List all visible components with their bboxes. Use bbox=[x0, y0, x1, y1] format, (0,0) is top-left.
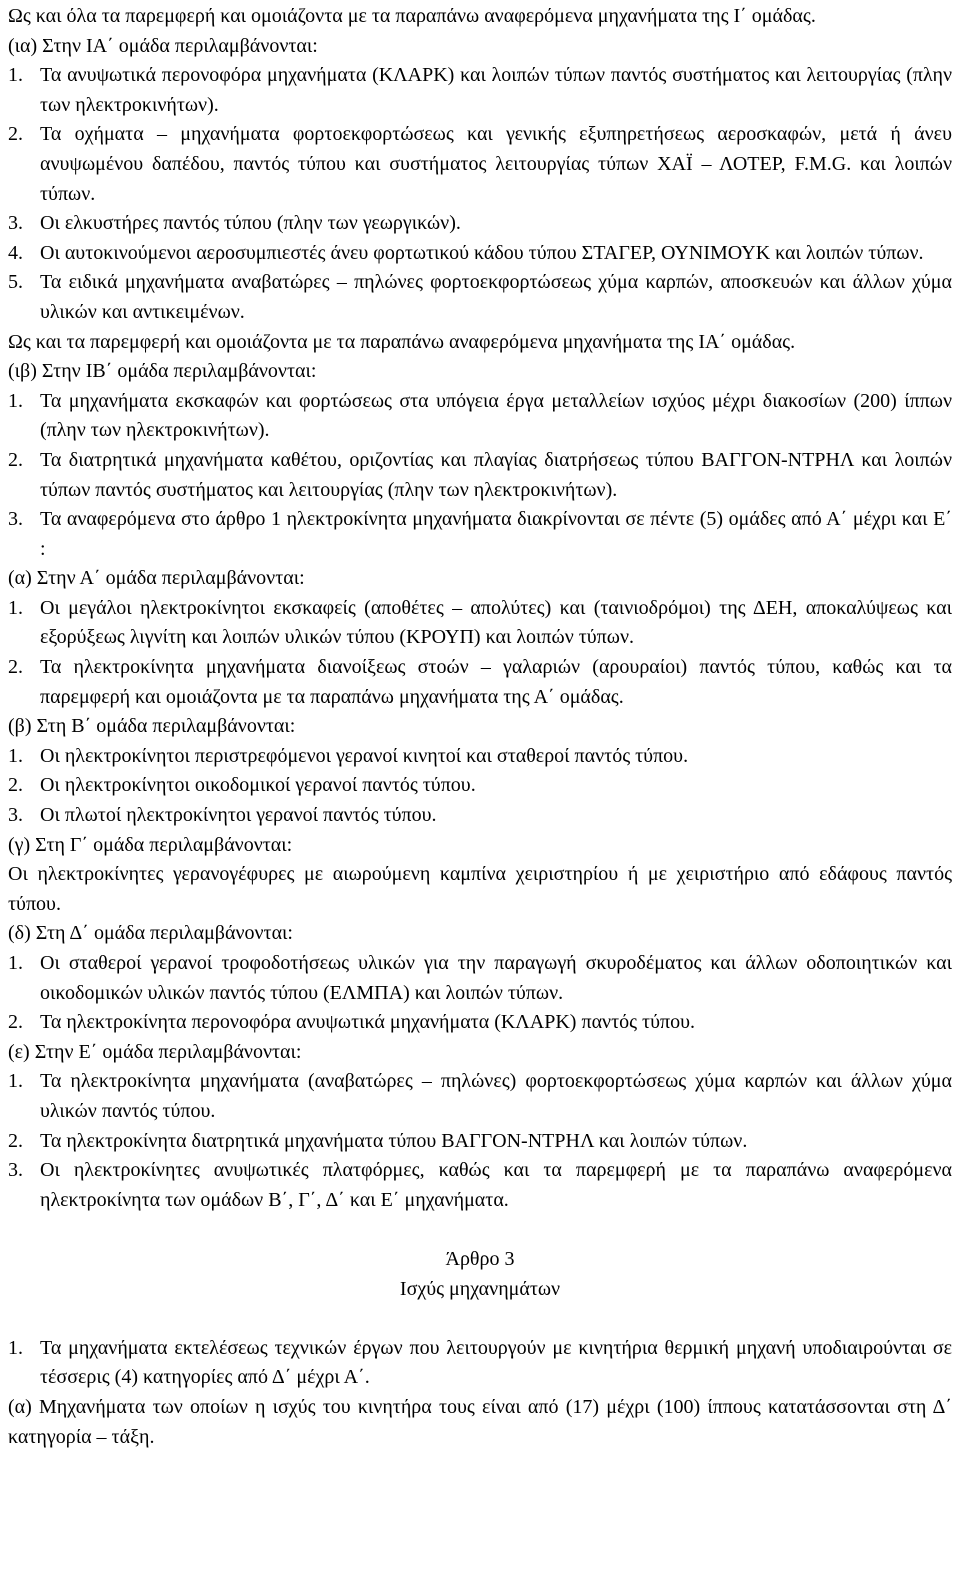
list-item-number: 3. bbox=[8, 804, 23, 827]
group-d-list bbox=[8, 949, 952, 1038]
list-item bbox=[8, 446, 952, 505]
article-list bbox=[8, 1334, 952, 1393]
list-item-number: 1. bbox=[8, 744, 23, 767]
article-title: Άρθρο 3 bbox=[445, 1247, 515, 1270]
group-e-heading: (ε) Στην Ε΄ ομάδα περιλαμβάνονται: bbox=[8, 1040, 302, 1063]
group-ib-heading: (ιβ) Στην ΙΒ΄ ομάδα περιλαμβάνονται: bbox=[8, 360, 317, 383]
list-item-number: 2. bbox=[8, 1011, 23, 1034]
intro-tail-text: Ως και όλα τα παρεμφερή και ομοιάζοντα με τα παραπάνω αναφερόμενα μηχανήματα της Ι΄ ομάδας. bbox=[8, 5, 816, 27]
group-a-list bbox=[8, 594, 952, 712]
list-item-text: Τα ηλεκτροκίνητα διατρητικά μηχανήματα τύπου ΒΑΓΓΟΝ-ΝΤΡΗΛ και λοιπών τύπων. bbox=[40, 1129, 748, 1152]
list-item-text: Τα ανυψωτικά περονοφόρα μηχανήματα (ΚΛΑΡΚ) και λοιπών τύπων παντός συστήματος και λειτουργίας (πλην των ηλεκτροκινήτων). bbox=[40, 64, 952, 116]
group-b-list bbox=[8, 742, 952, 831]
list-item bbox=[8, 742, 952, 772]
list-item-number: 2. bbox=[8, 774, 23, 797]
group-ia-tail-text: Ως και τα παρεμφερή και ομοιάζοντα με τα παραπάνω αναφερόμενα μηχανήματα της ΙΑ΄ ομάδας. bbox=[8, 330, 796, 353]
list-item-text: Τα ειδικά μηχανήματα αναβατώρες – πηλώνες φορτοεκφορτώσεως χύμα καρπών, αποσκευών και άλλων χύμα υλικών και αντικειμένων. bbox=[40, 271, 952, 323]
group-e-list bbox=[8, 1067, 952, 1215]
list-item-number: 1. bbox=[8, 64, 23, 87]
document-page bbox=[8, 2, 952, 1452]
article-tail-text: (α) Μηχανήματα των οποίων η ισχύς του κινητήρα τους είναι από (17) μέχρι (100) ίππους κατατάσσονται στη Δ΄ κατηγορία – τάξη. bbox=[8, 1395, 952, 1448]
group-a-heading: (α) Στην Α΄ ομάδα περιλαμβάνονται: bbox=[8, 567, 305, 590]
list-item-number: 2. bbox=[8, 123, 23, 146]
list-item bbox=[8, 949, 952, 1008]
spacer bbox=[8, 1215, 952, 1245]
group-ib-list bbox=[8, 387, 952, 565]
list-item-text: Οι ηλεκτροκίνητες ανυψωτικές πλατφόρμες, καθώς και τα παρεμφερή με τα παραπάνω αναφερόμενα ηλεκτροκίνητα των ομάδων Β΄, Γ΄, Δ΄ και Ε΄ μηχανήματα. bbox=[40, 1159, 952, 1211]
list-item-text: Τα ηλεκτροκίνητα περονοφόρα ανυψωτικά μηχανήματα (ΚΛΑΡΚ) παντός τύπου. bbox=[40, 1011, 695, 1034]
list-item-number: 1. bbox=[8, 952, 23, 974]
list-item-number: 3. bbox=[8, 508, 23, 531]
group-c-text: Οι ηλεκτροκίνητες γερανογέφυρες με αιωρούμενη καμπίνα χειριστηρίου ή με χειριστήριο από εδάφους παντός τύπου. bbox=[8, 863, 952, 915]
list-item bbox=[8, 1334, 952, 1393]
list-item bbox=[8, 653, 952, 712]
list-item-text: Τα ηλεκτροκίνητα μηχανήματα διανοίξεως στοών – γαλαριών (αρουραίοι) παντός τύπου, καθώς και τα παρεμφερή και ομοιάζοντα με τα παραπάνω μηχανήματα της Α΄ ομάδας. bbox=[40, 656, 952, 708]
list-item-text: Τα μηχανήματα εκτελέσεως τεχνικών έργων που λειτουργούν με κινητήρια θερμική μηχανή υποδιαιρούνται σε τέσσερις (4) κατηγορίες από Δ΄ μέχρι Α΄. bbox=[40, 1336, 952, 1389]
list-item-number: 1. bbox=[8, 389, 23, 412]
list-item-text: Τα διατρητικά μηχανήματα καθέτου, οριζοντίας και πλαγίας διατρήσεως τύπου ΒΑΓΓΟΝ-ΝΤΡΗΛ και λοιπών τύπων παντός συστήματος και λειτουργίας (πλην των ηλεκτροκινήτων). bbox=[40, 448, 952, 501]
list-item bbox=[8, 1067, 952, 1126]
list-item bbox=[8, 801, 952, 831]
group-d-heading: (δ) Στη Δ΄ ομάδα περιλαμβάνονται: bbox=[8, 922, 293, 945]
list-item bbox=[8, 387, 952, 446]
list-item-number: 4. bbox=[8, 241, 23, 264]
list-item bbox=[8, 61, 952, 120]
list-item-text: Τα αναφερόμενα στο άρθρο 1 ηλεκτροκίνητα μηχανήματα διακρίνονται σε πέντε (5) ομάδες από Α΄ μέχρι και Ε΄ : bbox=[40, 508, 952, 560]
list-item-text: Τα οχήματα – μηχανήματα φορτοεκφορτώσεως και γενικής εξυπηρετήσεως αεροσκαφών, μετά ή άνευ ανυψωμένου δαπέδου, παντός τύπου και συστήματος λειτουργίας τύπων ΧΑΪ – ΛΟΤΕΡ, F.M.G. και λοιπών τύπων. bbox=[40, 123, 952, 205]
list-item-text: Οι σταθεροί γερανοί τροφοδοτήσεως υλικών για την παραγωγή σκυροδέματος και άλλων οδοποιητικών και οικοδομικών υλικών παντός τύπου (ΕΛΜΠΑ) και λοιπών τύπων. bbox=[40, 952, 952, 1004]
group-b-heading: (β) Στη Β΄ ομάδα περιλαμβάνονται: bbox=[8, 715, 296, 738]
list-item-number: 3. bbox=[8, 1159, 23, 1182]
list-item-number: 2. bbox=[8, 656, 23, 679]
article-subtitle: Ισχύς μηχανημάτων bbox=[399, 1277, 561, 1300]
list-item bbox=[8, 1008, 952, 1038]
list-item-text: Τα ηλεκτροκίνητα μηχανήματα (αναβατώρες – πηλώνες) φορτοεκφορτώσεως χύμα καρπών και άλλων χύμα υλικών παντός τύπου. bbox=[40, 1070, 952, 1122]
list-item bbox=[8, 239, 952, 269]
list-item bbox=[8, 594, 952, 653]
list-item bbox=[8, 268, 952, 327]
list-item-number: 5. bbox=[8, 271, 23, 294]
list-item bbox=[8, 120, 952, 209]
list-item-number: 1. bbox=[8, 1070, 23, 1093]
list-item bbox=[8, 505, 952, 564]
list-item-text: Τα μηχανήματα εκσκαφών και φορτώσεως στα υπόγεια έργα μεταλλείων ισχύος μέχρι διακοσίων (200) ίππων (πλην των ηλεκτροκινήτων). bbox=[40, 389, 952, 442]
list-item-number: 1. bbox=[8, 596, 23, 619]
list-item-text: Οι αυτοκινούμενοι αεροσυμπιεστές άνευ φορτωτικού κάδου τύπου ΣΤΑΓΕΡ, ΟΥΝΙΜΟΥΚ και λοιπών τύπων. bbox=[40, 241, 924, 264]
list-item-text: Οι πλωτοί ηλεκτροκίνητοι γερανοί παντός τύπου. bbox=[40, 804, 437, 827]
list-item bbox=[8, 1156, 952, 1215]
list-item-number: 2. bbox=[8, 448, 23, 471]
list-item-text: Οι ηλεκτροκίνητοι οικοδομικοί γερανοί παντός τύπου. bbox=[40, 774, 476, 797]
list-item-number: 3. bbox=[8, 212, 23, 235]
list-item-number: 2. bbox=[8, 1129, 23, 1152]
list-item bbox=[8, 1127, 952, 1157]
spacer bbox=[8, 1304, 952, 1334]
list-item-text: Οι μεγάλοι ηλεκτροκίνητοι εκσκαφείς (αποθέτες – απολύτες) και (ταινιοδρόμοι) της ΔΕΗ, αποκαλύψεως και εξορύξεως λιγνίτη και λοιπών υλικών τύπου (ΚΡΟΥΠ) και λοιπών τύπων. bbox=[40, 596, 952, 649]
list-item-number: 1. bbox=[8, 1336, 23, 1359]
group-ia-heading: (ια) Στην ΙΑ΄ ομάδα περιλαμβάνονται: bbox=[8, 34, 318, 57]
group-ia-list bbox=[8, 61, 952, 327]
list-item bbox=[8, 209, 952, 239]
list-item-text: Οι ηλεκτροκίνητοι περιστρεφόμενοι γερανοί κινητοί και σταθεροί παντός τύπου. bbox=[40, 744, 689, 767]
list-item-text: Οι ελκυστήρες παντός τύπου (πλην των γεωργικών). bbox=[40, 212, 461, 235]
list-item bbox=[8, 771, 952, 801]
group-c-heading: (γ) Στη Γ΄ ομάδα περιλαμβάνονται: bbox=[8, 833, 293, 856]
